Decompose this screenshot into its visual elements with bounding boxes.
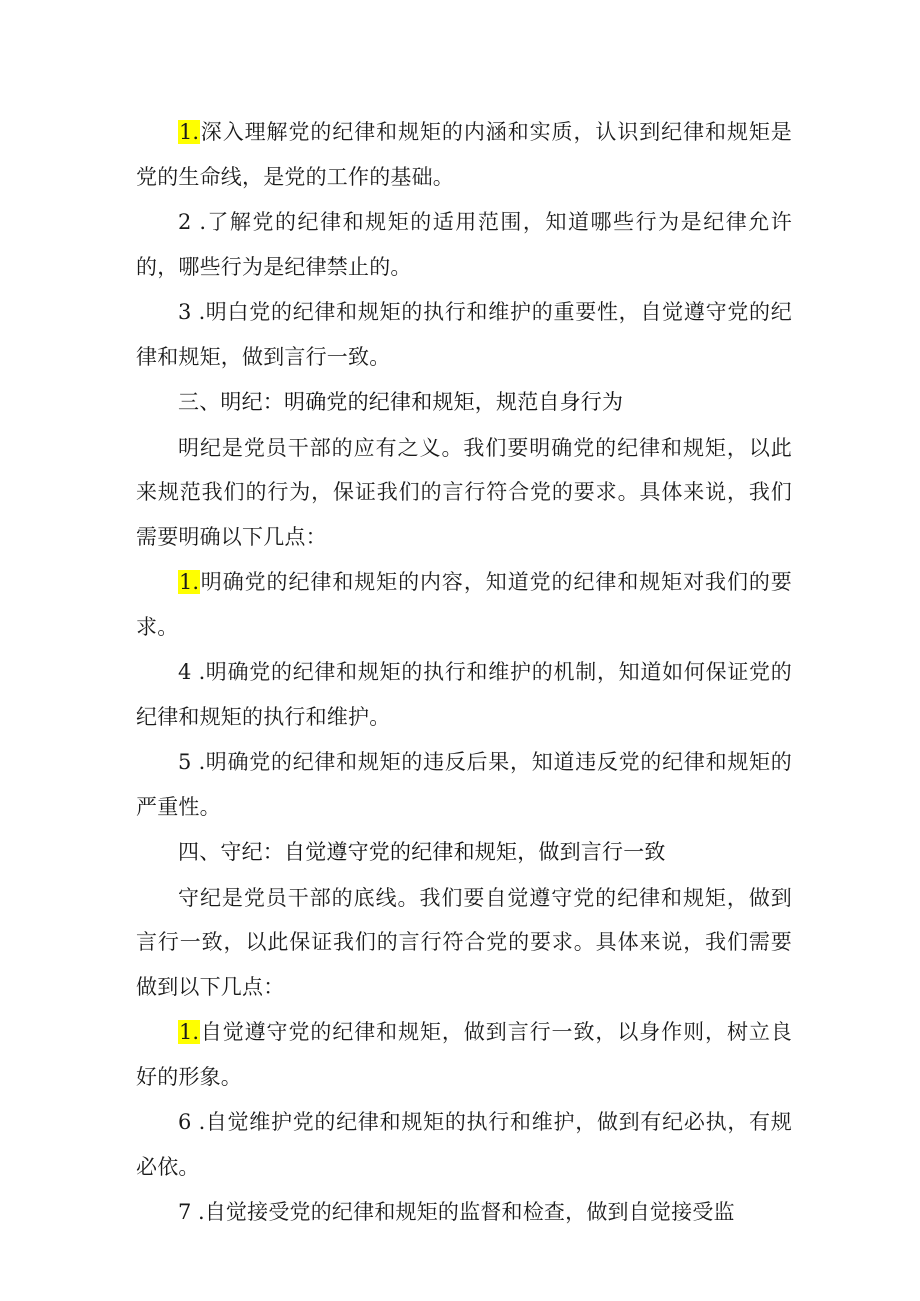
list-number: 6 .	[178, 1110, 206, 1134]
list-item	[136, 1100, 792, 1189]
list-item	[136, 560, 792, 649]
list-number: 5 .	[178, 750, 206, 774]
list-item-text: 深入理解党的纪律和规矩的内涵和实质，认识到纪律和规矩是党的生命线，是党的工作的基础。	[136, 120, 792, 189]
list-item	[136, 650, 792, 739]
section-heading: 三、明纪：明确党的纪律和规矩，规范自身行为	[178, 390, 624, 414]
list-item-text: 明确党的纪律和规矩的违反后果，知道违反党的纪律和规矩的严重性。	[136, 750, 792, 819]
highlighted-list-number: 1.	[179, 1020, 200, 1044]
list-number: 3 .	[178, 300, 206, 324]
section-heading: 四、守纪：自觉遵守党的纪律和规矩，做到言行一致	[178, 840, 666, 864]
list-number: 7 .	[178, 1200, 205, 1224]
list-item	[136, 200, 792, 289]
list-number: 2 .	[178, 210, 207, 234]
list-item-text: 了解党的纪律和规矩的适用范围，知道哪些行为是纪律允许的，哪些行为是纪律禁止的。	[136, 210, 793, 279]
list-item	[136, 1190, 792, 1235]
highlighted-list-number: 1.	[179, 120, 200, 144]
list-item	[136, 1010, 792, 1099]
list-item	[136, 110, 792, 199]
list-item-text: 自觉接受党的纪律和规矩的监督和检查，做到自觉接受监	[204, 1200, 735, 1224]
highlighted-list-number: 1.	[179, 570, 200, 594]
list-item-text: 自觉维护党的纪律和规矩的执行和维护，做到有纪必执，有规必依。	[136, 1110, 792, 1179]
list-item-text: 明确党的纪律和规矩的执行和维护的机制，知道如何保证党的纪律和规矩的执行和维护。	[136, 660, 792, 729]
list-item	[136, 290, 792, 379]
body-paragraph: 守纪是党员干部的底线。我们要自觉遵守党的纪律和规矩，做到言行一致，以此保证我们的言行符合党的要求。具体来说，我们需要做到以下几点：	[136, 885, 792, 999]
list-item-text: 明白党的纪律和规矩的执行和维护的重要性，自觉遵守党的纪律和规矩，做到言行一致。	[136, 300, 792, 369]
list-item	[136, 740, 792, 829]
list-item-text: 自觉遵守党的纪律和规矩，做到言行一致，以身作则，树立良好的形象。	[136, 1020, 792, 1089]
body-paragraph: 明纪是党员干部的应有之义。我们要明确党的纪律和规矩，以此来规范我们的行为，保证我们的言行符合党的要求。具体来说，我们需要明确以下几点：	[136, 435, 792, 549]
list-item-text: 明确党的纪律和规矩的内容，知道党的纪律和规矩对我们的要求。	[136, 570, 792, 639]
list-number: 4 .	[178, 660, 206, 684]
document-body	[136, 110, 792, 1236]
